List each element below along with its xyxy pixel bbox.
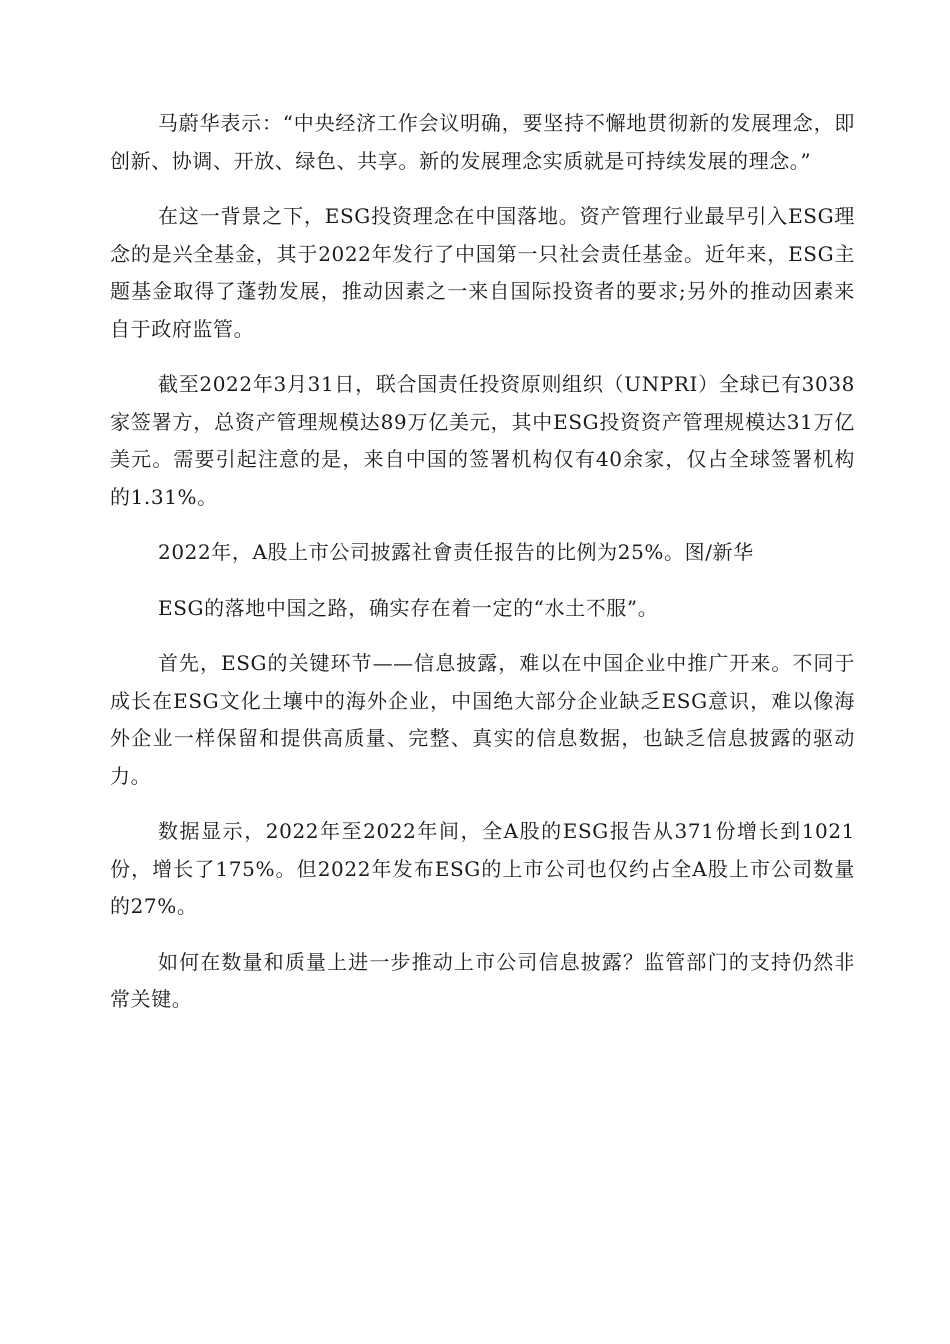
document-body (110, 105, 855, 1019)
paragraph-3: 截至2022年3月31日，联合国责任投资原则组织（UNPRI）全球已有3038家签署方，总资产管理规模达89万亿美元，其中ESG投资资产管理规模达31万亿美元。需要引起注意的是，来自中国的签署机构仅有40余家，仅占全球签署机构的1.31%。 (110, 372, 855, 509)
paragraph-2: 在这一背景之下，ESG投资理念在中国落地。资产管理行业最早引入ESG理念的是兴全基金，其于2022年发行了中国第一只社会责任基金。近年来，ESG主题基金取得了蓬勃发展，推动因素之一来自国际投资者的要求;另外的推动因素来自于政府监管。 (110, 204, 855, 341)
paragraph-1: 马蔚华表示：“中央经济工作会议明确，要坚持不懈地贯彻新的发展理念，即创新、协调、开放、绿色、共享。新的发展理念实质就是可持续发展的理念。” (110, 111, 855, 173)
paragraph-4: ESG的落地中国之路，确实存在着一定的“水土不服”。 (158, 595, 659, 620)
paragraph-5: 首先，ESG的关键环节——信息披露，难以在中国企业中推广开来。不同于成长在ESG文化土壤中的海外企业，中国绝大部分企业缺乏ESG意识，难以像海外企业一样保留和提供高质量、完整、真实的信息数据，也缺乏信息披露的驱动力。 (110, 651, 855, 788)
paragraph-7: 如何在数量和质量上进一步推动上市公司信息披露？监管部门的支持仍然非常关键。 (110, 949, 855, 1011)
image-caption: 2022年，A股上市公司披露社會责任报告的比例为25%。图/新华 (158, 540, 754, 564)
paragraph-6: 数据显示，2022年至2022年间，全A股的ESG报告从371份增长到1021份，增长了175%。但2022年发布ESG的上市公司也仅约占全A股上市公司数量的27%。 (110, 819, 855, 918)
